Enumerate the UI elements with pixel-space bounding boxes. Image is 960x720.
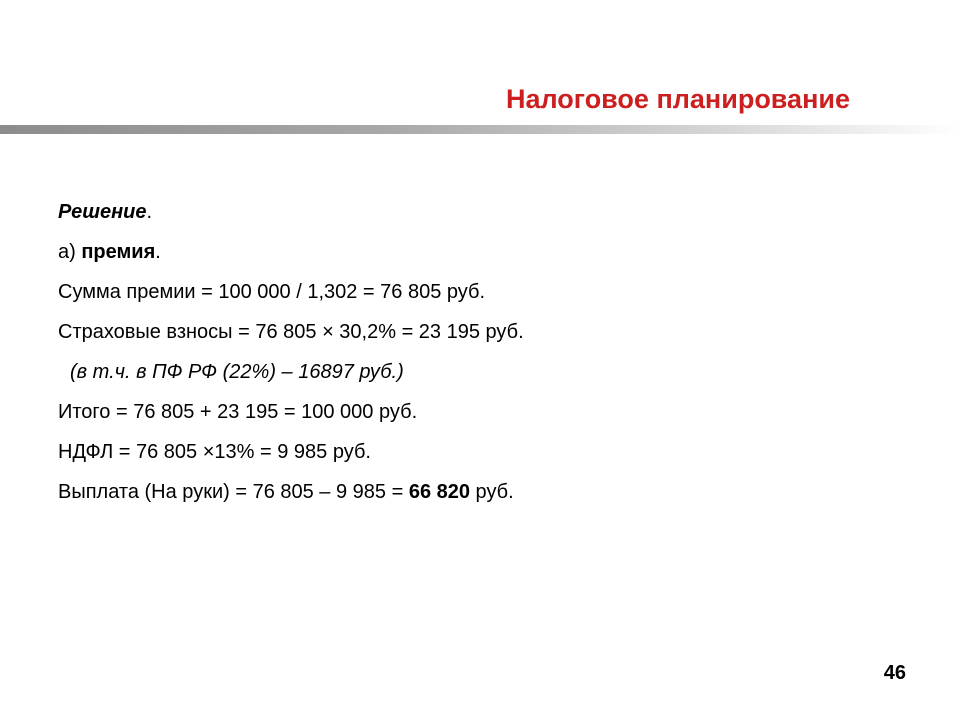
pension-fund-note: (в т.ч. в ПФ РФ (22%) – 16897 руб.) bbox=[70, 361, 404, 383]
total-line: Итого = 76 805 + 23 195 = 100 000 руб. bbox=[58, 401, 418, 423]
payout-suffix: руб. bbox=[470, 481, 514, 503]
payout-prefix: Выплата (На руки) = 76 805 – 9 985 = bbox=[58, 481, 409, 503]
payout-value: 66 820 bbox=[408, 481, 470, 503]
ndfl-line: НДФЛ = 76 805 ×13% = 9 985 руб. bbox=[58, 441, 371, 463]
bonus-amount-line: Сумма премии = 100 000 / 1,302 = 76 805 руб. bbox=[58, 281, 486, 303]
title-divider bbox=[0, 125, 960, 134]
solution-heading: Решение bbox=[58, 201, 147, 223]
slide-title: Налоговое планирование bbox=[506, 84, 850, 114]
item-a-suffix: . bbox=[155, 241, 161, 263]
solution-heading-suffix: . bbox=[146, 201, 153, 223]
insurance-contributions-line: Страховые взносы = 76 805 × 30,2% = 23 195 руб. bbox=[58, 321, 524, 343]
item-a-label: премия bbox=[81, 241, 156, 263]
payout-line bbox=[58, 472, 524, 512]
item-a-prefix: а) bbox=[58, 241, 82, 263]
page-number: 46 bbox=[883, 662, 906, 684]
item-a-line bbox=[58, 232, 524, 272]
solution-heading-line bbox=[58, 192, 524, 232]
slide-content bbox=[58, 192, 524, 512]
